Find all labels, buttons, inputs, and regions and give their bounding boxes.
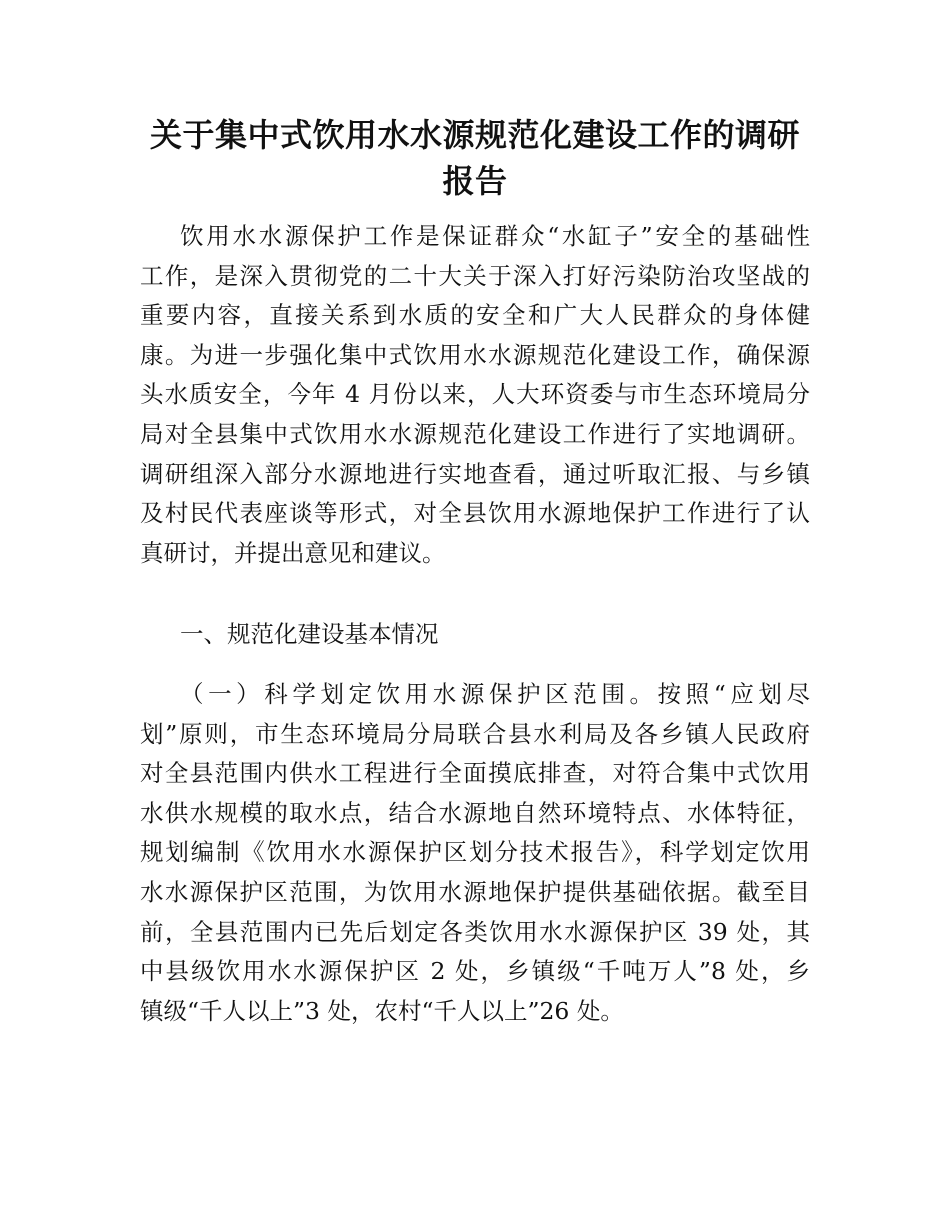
title-line-1: 关于集中式饮用水水源规范化建设工作的调研 bbox=[149, 116, 800, 154]
paragraph-line: 规划编制《饮用水水源保护区划分技术报告》，科学划定饮用 bbox=[140, 838, 810, 867]
paragraph-line: 前，全县范围内已先后划定各类饮用水水源保护区 39 处，其 bbox=[140, 917, 810, 946]
paragraph-line: 头水质安全，今年 4 月份以来，人大环资委与市生态环境局分 bbox=[140, 380, 810, 409]
paragraph-line: 调研组深入部分水源地进行实地查看，通过听取汇报、与乡镇 bbox=[140, 459, 810, 488]
paragraph-line: 水水源保护区范围，为饮用水源地保护提供基础依据。截至目 bbox=[140, 877, 810, 906]
paragraph-line: 水供水规模的取水点，结合水源地自然环境特点、水体特征， bbox=[140, 798, 810, 827]
section-heading bbox=[140, 615, 810, 655]
title-line-2: 报告 bbox=[442, 162, 508, 200]
paragraph-line: 康。为进一步强化集中式饮用水水源规范化建设工作，确保源 bbox=[140, 340, 810, 369]
paragraph-line: 工作，是深入贯彻党的二十大关于深入打好污染防治攻坚战的 bbox=[140, 261, 810, 290]
paragraph-line: （一）科学划定饮用水源保护区范围。按照“应划尽 bbox=[180, 680, 810, 708]
paragraph-line: 局对全县集中式饮用水水源规范化建设工作进行了实地调研。 bbox=[140, 419, 810, 448]
paragraph-line: 镇级“千人以上”3 处，农村“千人以上”26 处。 bbox=[140, 996, 624, 1025]
paragraph-line: 对全县范围内供水工程进行全面摸底排查，对符合集中式饮用 bbox=[140, 759, 810, 788]
intro-paragraph bbox=[140, 217, 810, 573]
paragraph-line: 真研讨，并提出意见和建议。 bbox=[140, 538, 446, 567]
document-title bbox=[130, 112, 820, 204]
section-heading-text: 一、规范化建设基本情况 bbox=[180, 620, 439, 648]
paragraph-line: 及村民代表座谈等形式，对全县饮用水源地保护工作进行了认 bbox=[140, 499, 810, 528]
section-paragraph bbox=[140, 675, 810, 1031]
paragraph-line: 重要内容，直接关系到水质的安全和广大人民群众的身体健 bbox=[140, 301, 810, 330]
paragraph-line: 划”原则，市生态环境局分局联合县水利局及各乡镇人民政府 bbox=[140, 719, 810, 748]
paragraph-line: 饮用水水源保护工作是保证群众“水缸子”安全的基础性 bbox=[180, 222, 810, 250]
paragraph-line: 中县级饮用水水源保护区 2 处，乡镇级“千吨万人”8 处，乡 bbox=[140, 957, 810, 986]
